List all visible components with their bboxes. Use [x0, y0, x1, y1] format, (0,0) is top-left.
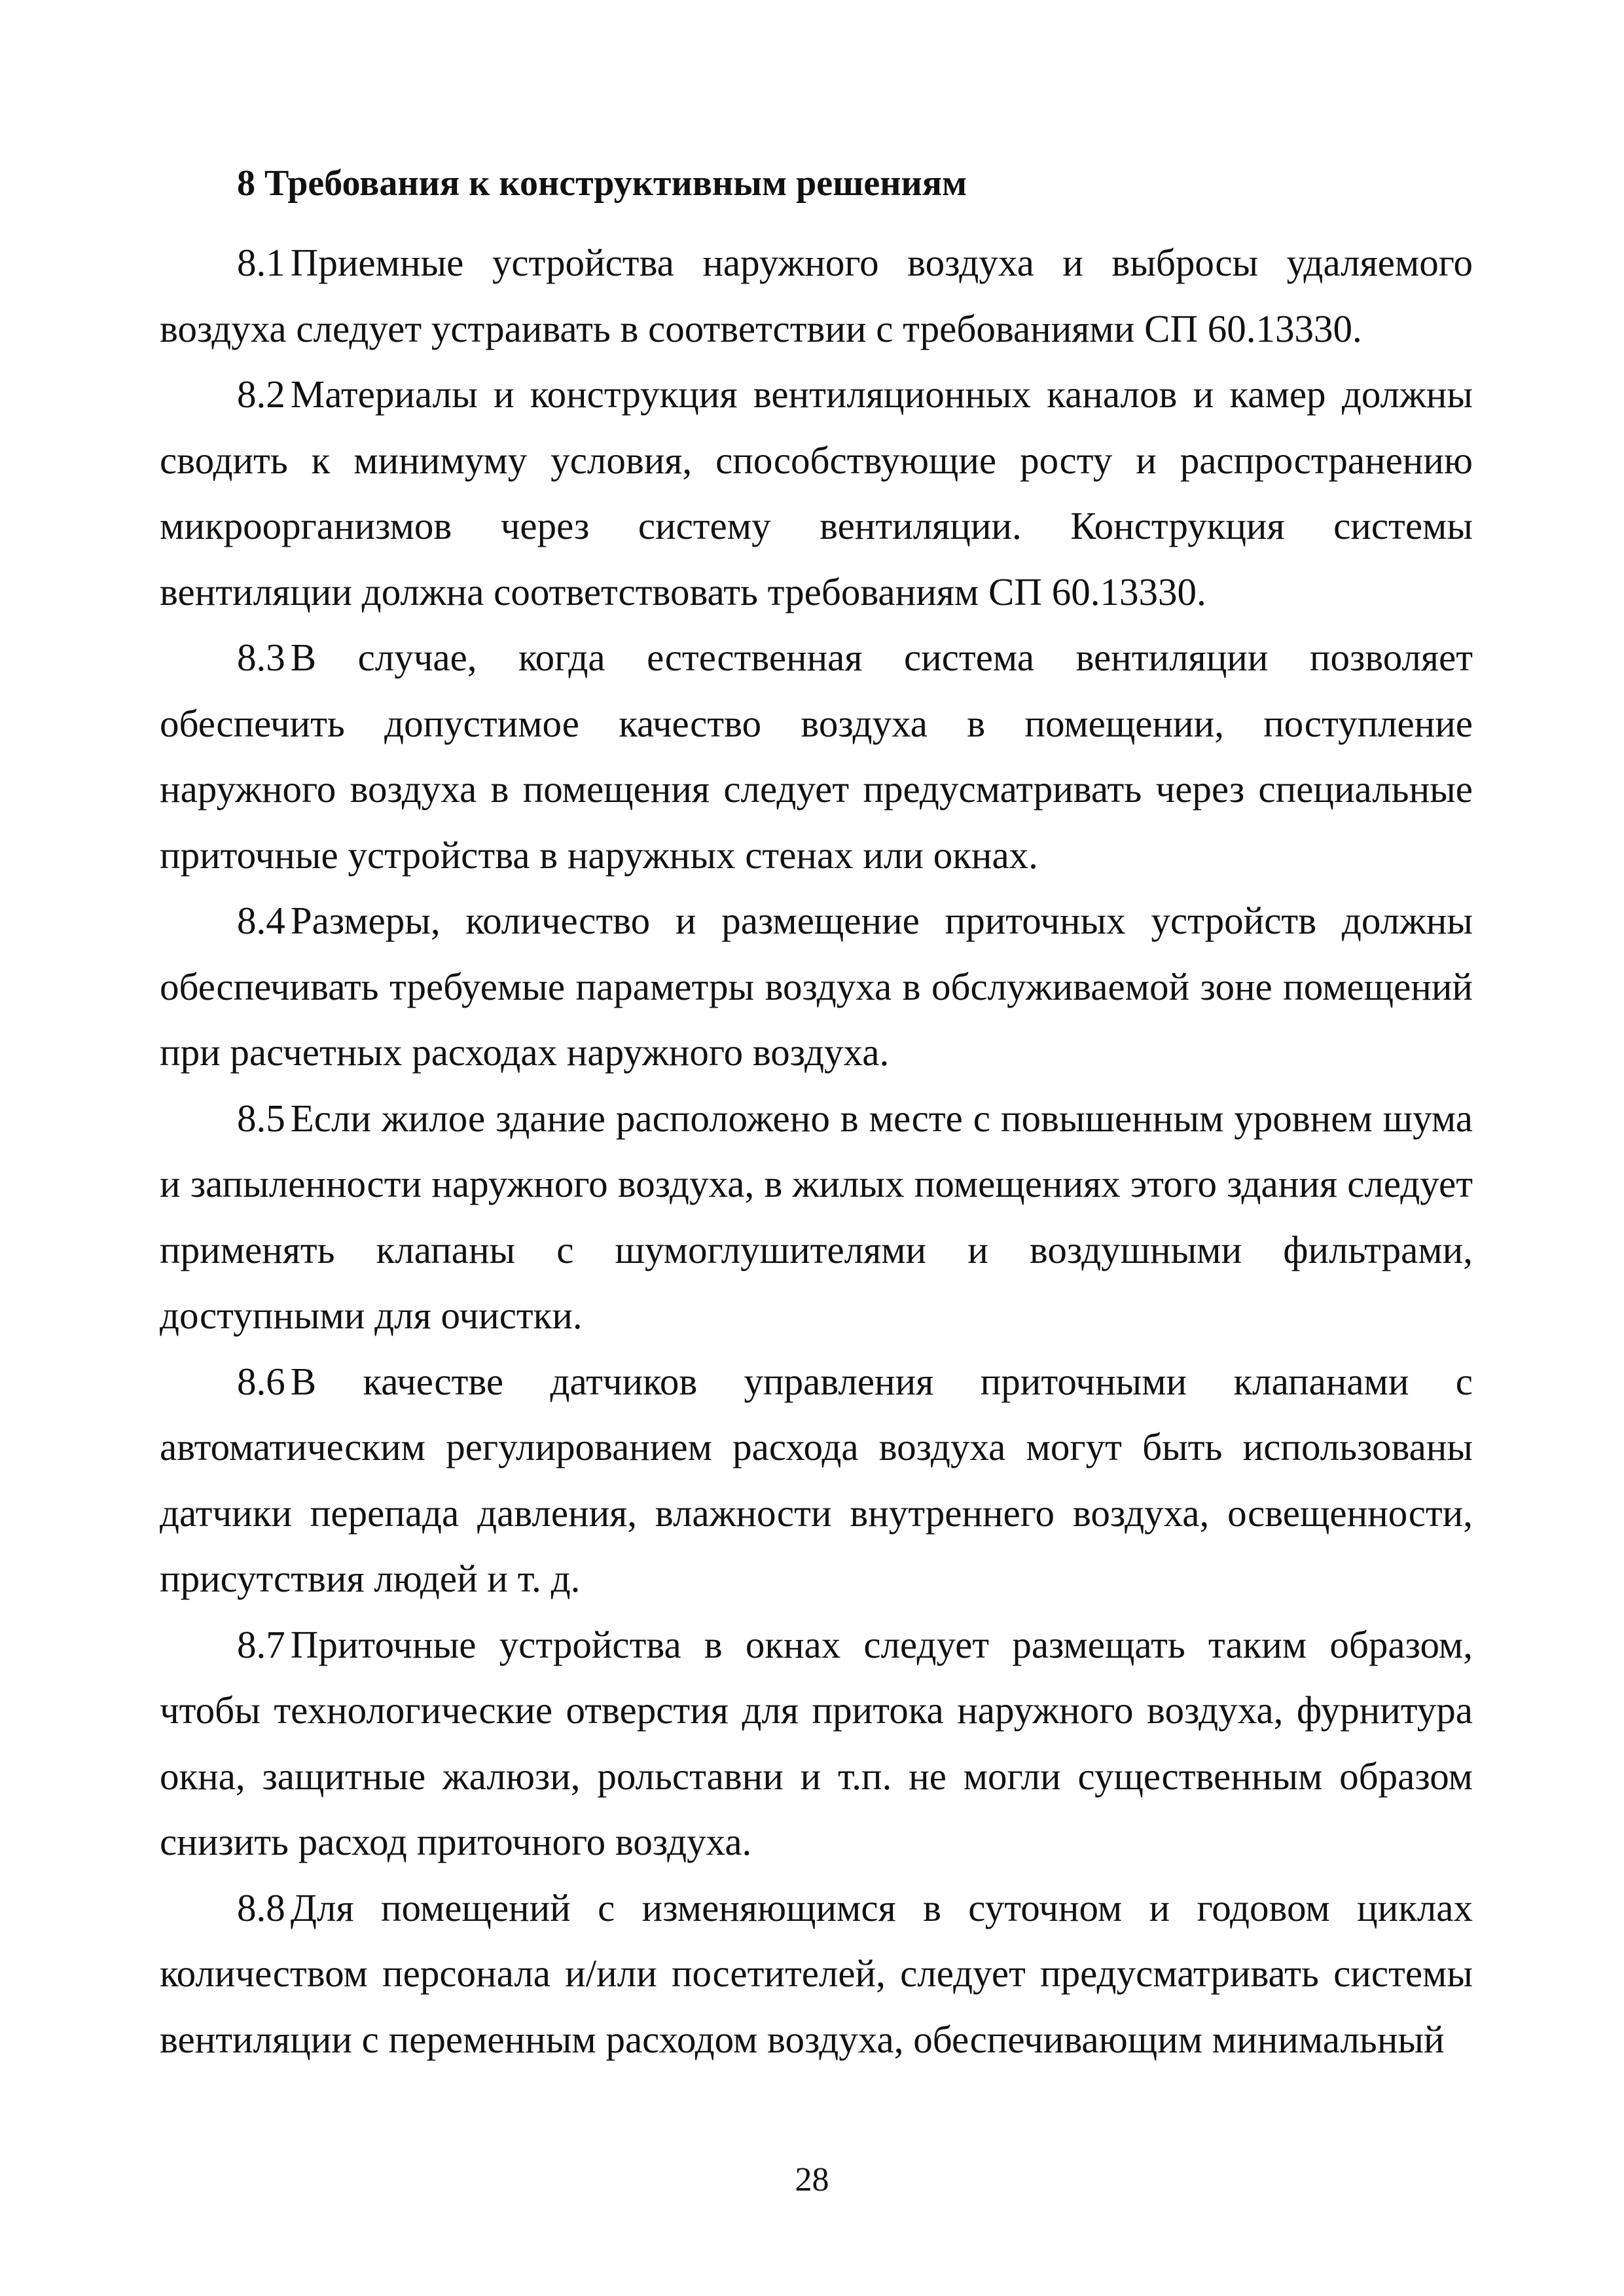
paragraph-number: 8.3 [237, 636, 285, 679]
paragraph-8-8 [160, 1875, 1473, 2073]
paragraph-number: 8.6 [237, 1359, 285, 1403]
paragraph-number: 8.7 [237, 1622, 285, 1666]
paragraph-8-4 [160, 888, 1473, 1085]
paragraph-text: Для помещений с изменяющимся в суточном и годовом циклах количеством персонала и/или посетителей, следует предусматривать системы вентиляции с переменным расходом воздуха, обеспечивающим минимальный [160, 1886, 1473, 2061]
paragraph-number: 8.4 [237, 899, 285, 942]
paragraph-8-2 [160, 361, 1473, 625]
section-heading: 8 Требования к конструктивным решениям [237, 163, 967, 204]
paragraph-8-5 [160, 1085, 1473, 1349]
paragraph-text: Размеры, количество и размещение приточных устройств должны обеспечивать требуемые параметры воздуха в обслуживаемой зоне помещений при расчетных расходах наружного воздуха. [160, 899, 1473, 1074]
paragraph-8-7 [160, 1612, 1473, 1875]
paragraph-number: 8.5 [237, 1096, 285, 1140]
paragraph-8-1 [160, 230, 1473, 361]
paragraph-text: В качестве датчиков управления приточными клапанами с автоматическим регулированием расхода воздуха могут быть использованы датчики перепада давления, влажности внутреннего воздуха, освещенности, присутствия людей и т. д. [160, 1359, 1473, 1600]
paragraph-number: 8.8 [237, 1886, 285, 1929]
paragraph-number: 8.2 [237, 373, 285, 416]
page-content [160, 151, 1473, 2072]
paragraph-text: В случае, когда естественная система вентиляции позволяет обеспечить допустимое качество воздуха в помещении, поступление наружного воздуха в помещения следует предусматривать через специальные приточные устройства в наружных стенах или окнах. [160, 636, 1473, 877]
paragraph-8-6 [160, 1349, 1473, 1612]
paragraph-text: Если жилое здание расположено в месте с повышенным уровнем шума и запыленности наружного воздуха, в жилых помещениях этого здания следует применять клапаны с шумоглушителями и воздушными фильтрами, доступными для очистки. [160, 1096, 1473, 1337]
paragraph-number: 8.1 [237, 241, 285, 284]
paragraph-8-3 [160, 625, 1473, 888]
paragraph-text: Приемные устройства наружного воздуха и выбросы удаляемого воздуха следует устраивать в соответствии с требованиями СП 60.13330. [160, 241, 1473, 350]
paragraph-text: Материалы и конструкция вентиляционных каналов и камер должны сводить к минимуму условия, способствующие росту и распространению микроорганизмов через систему вентиляции. Конструкция системы вентиляции должна соответствовать требованиям СП 60.13330. [160, 373, 1473, 613]
paragraph-text: Приточные устройства в окнах следует размещать таким образом, чтобы технологические отверстия для притока наружного воздуха, фурнитура окна, защитные жалюзи, рольставни и т.п. не могли существенным образом снизить расход приточного воздуха. [160, 1622, 1473, 1863]
page-number: 28 [795, 2161, 829, 2198]
